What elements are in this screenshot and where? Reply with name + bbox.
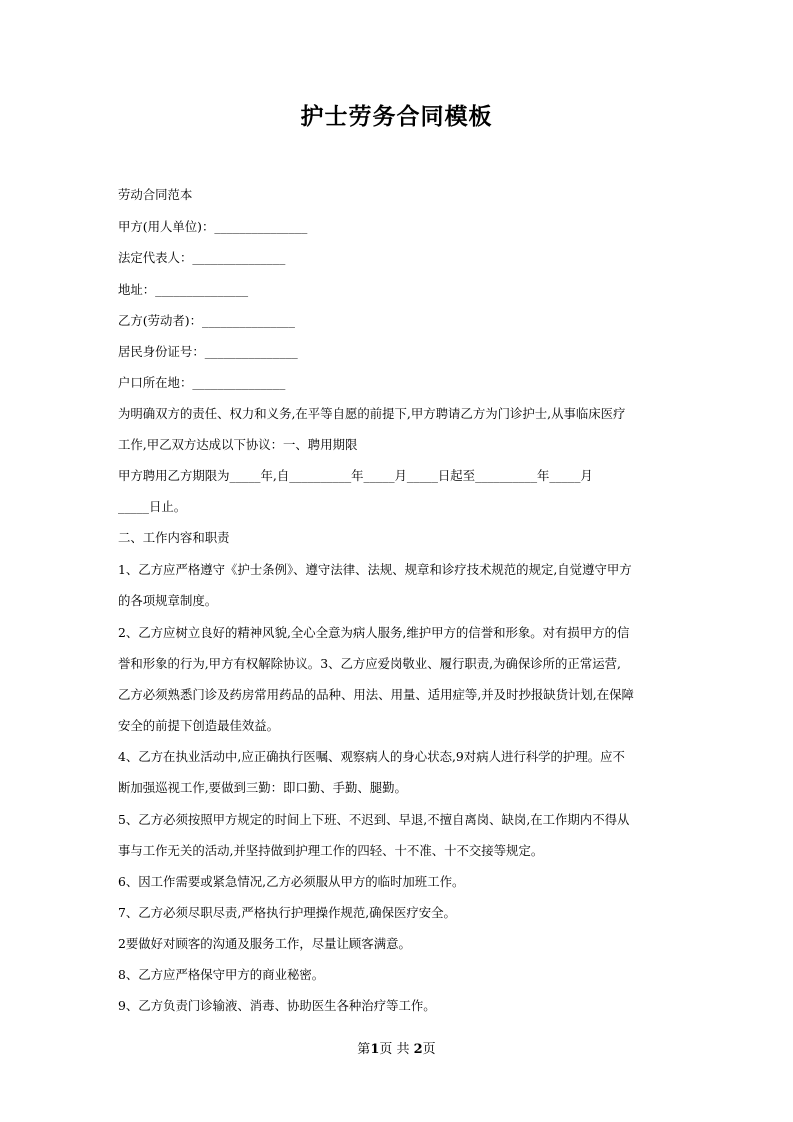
page-footer (0, 1041, 793, 1059)
text-line: 安全的前提下创造最佳效益。 (118, 718, 280, 733)
text-line: 9、乙方负责门诊输液、消毒、协助医生各种治疗等工作。 (118, 998, 436, 1013)
text-line: 法定代表人：_______________ (118, 250, 286, 265)
page-prefix: 第 (357, 1042, 371, 1057)
text-line: 乙方必须熟悉门诊及药房常用药品的品种、用法、用量、适用症等,并及时抄报缺货计划,在保障 (118, 687, 634, 702)
text-line: 甲方聘用乙方期限为_____年,自__________年_____月_____日起至__________年_____月 (118, 468, 593, 483)
text-line: 工作,甲乙双方达成以下协议：一、聘用期限 (118, 437, 358, 452)
text-line: _____日止。 (118, 499, 187, 514)
page-middle: 页 共 (379, 1042, 414, 1057)
text-line: 的各项规章制度。 (118, 593, 218, 608)
text-line: 乙方(劳动者)：_______________ (118, 313, 295, 328)
text-line: 6、因工作需要或紧急情况,乙方必须服从甲方的临时加班工作。 (118, 874, 465, 889)
text-line: 2要做好对顾客的沟通及服务工作，尽量让顾客满意。 (118, 936, 411, 951)
text-line: 2、乙方应树立良好的精神风貌,全心全意为病人服务,维护甲方的信誉和形象。对有损甲方的信 (118, 625, 630, 640)
text-line: 劳动合同范本 (118, 187, 193, 202)
text-line: 甲方(用人单位)：_______________ (118, 219, 308, 234)
page-suffix: 页 (422, 1042, 436, 1057)
text-line: 事与工作无关的活动,并坚持做到护理工作的四轻、十不准、十不交接等规定。 (118, 843, 544, 858)
current-page-number: 1 (370, 1042, 380, 1057)
text-line: 断加强巡视工作,要做到三勤：即口勤、手勤、腿勤。 (118, 780, 407, 795)
text-line: 5、乙方必须按照甲方规定的时间上下班、不迟到、早退,不擅自离岗、缺岗,在工作期内不得从 (118, 812, 630, 827)
text-line: 8、乙方应严格保守甲方的商业秘密。 (118, 967, 325, 982)
text-line: 誉和形象的行为,甲方有权解除协议。3、乙方应爱岗敬业、履行职责,为确保诊所的正常运营, (118, 656, 621, 671)
text-line: 二、工作内容和职责 (118, 530, 230, 545)
text-line: 4、乙方在执业活动中,应正确执行医嘱、观察病人的身心状态,9对病人进行科学的护理。应不 (118, 749, 625, 764)
text-line: 户口所在地：_______________ (118, 375, 286, 390)
page-title: 护士劳务合同模板 (300, 103, 493, 130)
total-page-number: 2 (413, 1042, 423, 1057)
text-line: 为明确双方的责任、权力和义务,在平等自愿的前提下,甲方聘请乙方为门诊护士,从事临床医疗 (118, 406, 626, 421)
text-line: 1、乙方应严格遵守《护士条例》、遵守法律、法规、规章和诊疗技术规范的规定,自觉遵守甲方 (118, 562, 632, 577)
text-line: 居民身份证号：_______________ (118, 344, 298, 359)
text-line: 7、乙方必须尽职尽责,严格执行护理操作规范,确保医疗安全。 (118, 905, 456, 920)
text-line: 地址：_______________ (118, 282, 249, 297)
